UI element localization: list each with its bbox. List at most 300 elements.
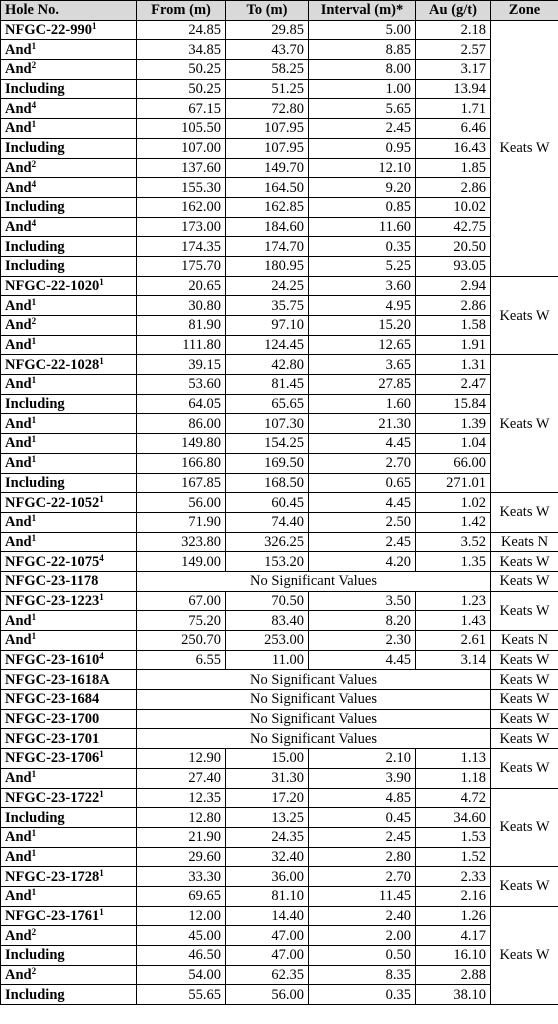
interval-cell: 12.65 bbox=[309, 335, 416, 355]
table-row bbox=[1, 591, 558, 611]
zone-cell: Keats W bbox=[491, 552, 558, 572]
interval-cell: 4.45 bbox=[309, 650, 416, 670]
from-cell: 167.85 bbox=[137, 473, 226, 493]
interval-cell: 3.90 bbox=[309, 768, 416, 788]
to-cell: 42.80 bbox=[226, 355, 309, 375]
header-au: Au (g/t) bbox=[416, 1, 491, 21]
hole-no-cell bbox=[1, 276, 137, 296]
interval-cell: 27.85 bbox=[309, 375, 416, 395]
interval-cell: 11.60 bbox=[309, 217, 416, 237]
table-row bbox=[1, 60, 558, 80]
hole-no-cell bbox=[1, 650, 137, 670]
footnote-marker: 1 bbox=[31, 631, 37, 642]
no-significant-values-cell: No Significant Values bbox=[137, 571, 491, 591]
zone-cell: Keats W bbox=[491, 670, 558, 690]
interval-cell: 4.45 bbox=[309, 434, 416, 454]
au-cell: 2.16 bbox=[416, 886, 491, 906]
hole-no-text: Including bbox=[5, 258, 65, 275]
to-cell: 31.30 bbox=[226, 768, 309, 788]
table-row bbox=[1, 276, 558, 296]
au-cell: 1.02 bbox=[416, 493, 491, 513]
hole-no-text: NFGC-23-1178 bbox=[5, 573, 99, 590]
table-row bbox=[1, 40, 558, 60]
hole-no-cell bbox=[1, 197, 137, 217]
hole-no-cell bbox=[1, 886, 137, 906]
to-cell: 58.25 bbox=[226, 60, 309, 80]
hole-no-text: Including bbox=[5, 986, 65, 1003]
hole-no-text: NFGC-22-1028 bbox=[5, 356, 100, 373]
hole-no-cell bbox=[1, 749, 137, 769]
table-row bbox=[1, 690, 558, 710]
to-cell: 43.70 bbox=[226, 40, 309, 60]
interval-cell: 15.20 bbox=[309, 316, 416, 336]
hole-no-cell bbox=[1, 473, 137, 493]
au-cell: 271.01 bbox=[416, 473, 491, 493]
hole-no-text: NFGC-23-1728 bbox=[5, 868, 100, 885]
au-cell: 1.71 bbox=[416, 99, 491, 119]
hole-no-text: Including bbox=[5, 140, 65, 157]
from-cell: 12.80 bbox=[137, 808, 226, 828]
table-row bbox=[1, 119, 558, 139]
interval-cell: 3.65 bbox=[309, 355, 416, 375]
hole-no-text: Including bbox=[5, 396, 65, 413]
hole-no-cell bbox=[1, 60, 137, 80]
from-cell: 175.70 bbox=[137, 256, 226, 276]
hole-no-cell bbox=[1, 375, 137, 395]
au-cell: 16.43 bbox=[416, 138, 491, 158]
au-cell: 34.60 bbox=[416, 808, 491, 828]
footnote-marker: 2 bbox=[31, 926, 37, 937]
interval-cell: 2.40 bbox=[309, 906, 416, 926]
from-cell: 50.25 bbox=[137, 60, 226, 80]
table-row bbox=[1, 99, 558, 119]
hole-no-text: And bbox=[5, 179, 32, 196]
hole-no-cell bbox=[1, 788, 137, 808]
au-cell: 2.18 bbox=[416, 20, 491, 40]
zone-cell: Keats W bbox=[491, 749, 558, 788]
hole-no-text: NFGC-22-1052 bbox=[5, 494, 100, 511]
table-row bbox=[1, 178, 558, 198]
interval-cell: 9.20 bbox=[309, 178, 416, 198]
zone-cell: Keats W bbox=[491, 571, 558, 591]
au-cell: 2.94 bbox=[416, 276, 491, 296]
footnote-marker: 1 bbox=[31, 336, 37, 347]
interval-cell: 8.20 bbox=[309, 611, 416, 631]
interval-cell: 8.35 bbox=[309, 965, 416, 985]
table-row bbox=[1, 906, 558, 926]
table-row bbox=[1, 611, 558, 631]
hole-no-text: And bbox=[5, 41, 32, 58]
interval-cell: 3.60 bbox=[309, 276, 416, 296]
hole-no-text: NFGC-23-1618A bbox=[5, 671, 110, 688]
hole-no-text: NFGC-23-1223 bbox=[5, 592, 100, 609]
au-cell: 1.23 bbox=[416, 591, 491, 611]
au-cell: 66.00 bbox=[416, 453, 491, 473]
from-cell: 174.35 bbox=[137, 237, 226, 257]
interval-cell: 2.45 bbox=[309, 119, 416, 139]
hole-no-cell bbox=[1, 493, 137, 513]
table-row bbox=[1, 158, 558, 178]
hole-no-text: NFGC-23-1761 bbox=[5, 907, 100, 924]
hole-no-cell bbox=[1, 827, 137, 847]
from-cell: 166.80 bbox=[137, 453, 226, 473]
to-cell: 35.75 bbox=[226, 296, 309, 316]
hole-no-text: And bbox=[5, 415, 32, 432]
hole-no-cell bbox=[1, 768, 137, 788]
au-cell: 3.14 bbox=[416, 650, 491, 670]
footnote-marker: 4 bbox=[99, 552, 104, 563]
hole-no-cell bbox=[1, 217, 137, 237]
footnote-marker: 1 bbox=[99, 788, 104, 799]
zone-cell: Keats W bbox=[491, 867, 558, 906]
table-row bbox=[1, 512, 558, 532]
table-row bbox=[1, 256, 558, 276]
table-row bbox=[1, 926, 558, 946]
hole-no-cell bbox=[1, 571, 137, 591]
hole-no-cell bbox=[1, 119, 137, 139]
interval-cell: 0.45 bbox=[309, 808, 416, 828]
table-header bbox=[1, 1, 558, 21]
to-cell: 24.25 bbox=[226, 276, 309, 296]
hole-no-text: And bbox=[5, 967, 32, 984]
au-cell: 2.33 bbox=[416, 867, 491, 887]
no-significant-values-cell: No Significant Values bbox=[137, 670, 491, 690]
footnote-marker: 2 bbox=[31, 316, 37, 327]
au-cell: 1.52 bbox=[416, 847, 491, 867]
au-cell: 1.58 bbox=[416, 316, 491, 336]
to-cell: 65.65 bbox=[226, 394, 309, 414]
to-cell: 13.25 bbox=[226, 808, 309, 828]
table-row bbox=[1, 788, 558, 808]
no-significant-values-cell: No Significant Values bbox=[137, 729, 491, 749]
from-cell: 64.05 bbox=[137, 394, 226, 414]
footnote-marker: 1 bbox=[99, 355, 104, 366]
hole-no-text: And bbox=[5, 927, 32, 944]
interval-cell: 4.45 bbox=[309, 493, 416, 513]
to-cell: 124.45 bbox=[226, 335, 309, 355]
footnote-marker: 1 bbox=[31, 375, 37, 386]
au-cell: 1.43 bbox=[416, 611, 491, 631]
from-cell: 30.80 bbox=[137, 296, 226, 316]
from-cell: 6.55 bbox=[137, 650, 226, 670]
zone-cell: Keats W bbox=[491, 591, 558, 630]
to-cell: 11.00 bbox=[226, 650, 309, 670]
table-row bbox=[1, 946, 558, 966]
from-cell: 75.20 bbox=[137, 611, 226, 631]
to-cell: 164.50 bbox=[226, 178, 309, 198]
au-cell: 1.04 bbox=[416, 434, 491, 454]
table-row bbox=[1, 375, 558, 395]
hole-no-text: And bbox=[5, 829, 32, 846]
to-cell: 32.40 bbox=[226, 847, 309, 867]
hole-no-text: NFGC-22-1075 bbox=[5, 553, 100, 570]
to-cell: 51.25 bbox=[226, 79, 309, 99]
interval-cell: 0.35 bbox=[309, 237, 416, 257]
hole-no-cell bbox=[1, 631, 137, 651]
hole-no-cell bbox=[1, 158, 137, 178]
from-cell: 71.90 bbox=[137, 512, 226, 532]
au-cell: 16.10 bbox=[416, 946, 491, 966]
hole-no-cell bbox=[1, 946, 137, 966]
table-row bbox=[1, 394, 558, 414]
hole-no-cell bbox=[1, 611, 137, 631]
interval-cell: 2.45 bbox=[309, 827, 416, 847]
hole-no-text: And bbox=[5, 514, 32, 531]
interval-cell: 5.65 bbox=[309, 99, 416, 119]
header-row bbox=[1, 1, 558, 21]
table-row bbox=[1, 20, 558, 40]
table-row bbox=[1, 217, 558, 237]
footnote-marker: 1 bbox=[31, 414, 37, 425]
hole-no-cell bbox=[1, 965, 137, 985]
hole-no-cell bbox=[1, 729, 137, 749]
hole-no-cell bbox=[1, 808, 137, 828]
table-row bbox=[1, 985, 558, 1005]
to-cell: 154.25 bbox=[226, 434, 309, 454]
interval-cell: 5.00 bbox=[309, 20, 416, 40]
table-row bbox=[1, 827, 558, 847]
hole-no-cell bbox=[1, 316, 137, 336]
hole-no-text: And bbox=[5, 120, 32, 137]
hole-no-text: NFGC-23-1722 bbox=[5, 789, 100, 806]
table-row bbox=[1, 532, 558, 552]
au-cell: 20.50 bbox=[416, 237, 491, 257]
table-row bbox=[1, 79, 558, 99]
hole-no-cell bbox=[1, 709, 137, 729]
to-cell: 97.10 bbox=[226, 316, 309, 336]
hole-no-cell bbox=[1, 237, 137, 257]
from-cell: 173.00 bbox=[137, 217, 226, 237]
from-cell: 12.35 bbox=[137, 788, 226, 808]
to-cell: 153.20 bbox=[226, 552, 309, 572]
hole-no-text: And bbox=[5, 770, 32, 787]
au-cell: 1.91 bbox=[416, 335, 491, 355]
footnote-marker: 1 bbox=[31, 513, 37, 524]
zone-cell: Keats W bbox=[491, 355, 558, 493]
no-significant-values-cell: No Significant Values bbox=[137, 709, 491, 729]
hole-no-cell bbox=[1, 690, 137, 710]
hole-no-text: NFGC-23-1700 bbox=[5, 711, 100, 728]
from-cell: 54.00 bbox=[137, 965, 226, 985]
to-cell: 81.45 bbox=[226, 375, 309, 395]
hole-no-cell bbox=[1, 138, 137, 158]
interval-cell: 2.45 bbox=[309, 532, 416, 552]
to-cell: 149.70 bbox=[226, 158, 309, 178]
from-cell: 155.30 bbox=[137, 178, 226, 198]
footnote-marker: 1 bbox=[99, 867, 104, 878]
footnote-marker: 4 bbox=[31, 99, 37, 110]
zone-cell: Keats N bbox=[491, 532, 558, 552]
interval-cell: 0.35 bbox=[309, 985, 416, 1005]
hole-no-cell bbox=[1, 591, 137, 611]
table-row bbox=[1, 965, 558, 985]
table-row bbox=[1, 197, 558, 217]
from-cell: 81.90 bbox=[137, 316, 226, 336]
au-cell: 1.85 bbox=[416, 158, 491, 178]
hole-no-text: Including bbox=[5, 81, 65, 98]
table-row bbox=[1, 729, 558, 749]
hole-no-cell bbox=[1, 296, 137, 316]
hole-no-text: Including bbox=[5, 809, 65, 826]
hole-no-text: NFGC-23-1610 bbox=[5, 652, 100, 669]
au-cell: 42.75 bbox=[416, 217, 491, 237]
footnote-marker: 1 bbox=[92, 21, 97, 32]
footnote-marker: 1 bbox=[31, 532, 37, 543]
hole-no-cell bbox=[1, 906, 137, 926]
au-cell: 3.52 bbox=[416, 532, 491, 552]
hole-no-cell bbox=[1, 453, 137, 473]
interval-cell: 2.10 bbox=[309, 749, 416, 769]
footnote-marker: 2 bbox=[31, 966, 37, 977]
interval-cell: 12.10 bbox=[309, 158, 416, 178]
hole-no-text: And bbox=[5, 455, 32, 472]
hole-no-cell bbox=[1, 178, 137, 198]
interval-cell: 2.50 bbox=[309, 512, 416, 532]
from-cell: 105.50 bbox=[137, 119, 226, 139]
from-cell: 21.90 bbox=[137, 827, 226, 847]
to-cell: 72.80 bbox=[226, 99, 309, 119]
interval-cell: 3.50 bbox=[309, 591, 416, 611]
hole-no-text: NFGC-23-1684 bbox=[5, 691, 100, 708]
hole-no-text: And bbox=[5, 533, 32, 550]
interval-cell: 1.00 bbox=[309, 79, 416, 99]
to-cell: 74.40 bbox=[226, 512, 309, 532]
to-cell: 60.45 bbox=[226, 493, 309, 513]
to-cell: 107.95 bbox=[226, 138, 309, 158]
header-zone: Zone bbox=[491, 1, 558, 21]
interval-cell: 4.95 bbox=[309, 296, 416, 316]
from-cell: 149.80 bbox=[137, 434, 226, 454]
from-cell: 111.80 bbox=[137, 335, 226, 355]
interval-cell: 21.30 bbox=[309, 414, 416, 434]
to-cell: 326.25 bbox=[226, 532, 309, 552]
to-cell: 15.00 bbox=[226, 749, 309, 769]
to-cell: 17.20 bbox=[226, 788, 309, 808]
header-to: To (m) bbox=[226, 1, 309, 21]
interval-cell: 2.00 bbox=[309, 926, 416, 946]
footnote-marker: 1 bbox=[31, 611, 37, 622]
hole-no-cell bbox=[1, 670, 137, 690]
au-cell: 2.88 bbox=[416, 965, 491, 985]
to-cell: 83.40 bbox=[226, 611, 309, 631]
hole-no-text: And bbox=[5, 888, 32, 905]
au-cell: 13.94 bbox=[416, 79, 491, 99]
table-row bbox=[1, 296, 558, 316]
zone-cell: Keats W bbox=[491, 20, 558, 276]
hole-no-cell bbox=[1, 40, 137, 60]
header-from: From (m) bbox=[137, 1, 226, 21]
to-cell: 162.85 bbox=[226, 197, 309, 217]
hole-no-text: And bbox=[5, 218, 32, 235]
hole-no-text: NFGC-22-1020 bbox=[5, 277, 100, 294]
hole-no-text: Including bbox=[5, 199, 65, 216]
table-row bbox=[1, 493, 558, 513]
hole-no-cell bbox=[1, 532, 137, 552]
from-cell: 29.60 bbox=[137, 847, 226, 867]
interval-cell: 2.80 bbox=[309, 847, 416, 867]
au-cell: 15.84 bbox=[416, 394, 491, 414]
hole-no-cell bbox=[1, 847, 137, 867]
au-cell: 2.86 bbox=[416, 178, 491, 198]
footnote-marker: 1 bbox=[31, 887, 37, 898]
au-cell: 1.13 bbox=[416, 749, 491, 769]
footnote-marker: 1 bbox=[99, 906, 104, 917]
interval-cell: 5.25 bbox=[309, 256, 416, 276]
au-cell: 1.53 bbox=[416, 827, 491, 847]
hole-no-text: NFGC-23-1701 bbox=[5, 730, 100, 747]
hole-no-cell bbox=[1, 867, 137, 887]
to-cell: 47.00 bbox=[226, 926, 309, 946]
from-cell: 46.50 bbox=[137, 946, 226, 966]
hole-no-cell bbox=[1, 99, 137, 119]
table-row bbox=[1, 355, 558, 375]
table-row bbox=[1, 316, 558, 336]
interval-cell: 0.50 bbox=[309, 946, 416, 966]
from-cell: 69.65 bbox=[137, 886, 226, 906]
from-cell: 24.85 bbox=[137, 20, 226, 40]
table-row bbox=[1, 867, 558, 887]
footnote-marker: 1 bbox=[99, 749, 104, 760]
footnote-marker: 4 bbox=[99, 651, 104, 662]
hole-no-cell bbox=[1, 20, 137, 40]
au-cell: 2.86 bbox=[416, 296, 491, 316]
zone-cell: Keats N bbox=[491, 631, 558, 651]
hole-no-text: And bbox=[5, 612, 32, 629]
table-row bbox=[1, 749, 558, 769]
hole-no-cell bbox=[1, 394, 137, 414]
hole-no-cell bbox=[1, 512, 137, 532]
interval-cell: 0.65 bbox=[309, 473, 416, 493]
au-cell: 1.39 bbox=[416, 414, 491, 434]
from-cell: 162.00 bbox=[137, 197, 226, 217]
hole-no-text: NFGC-22-990 bbox=[5, 22, 92, 39]
interval-cell: 2.30 bbox=[309, 631, 416, 651]
to-cell: 184.60 bbox=[226, 217, 309, 237]
au-cell: 4.72 bbox=[416, 788, 491, 808]
au-cell: 10.02 bbox=[416, 197, 491, 217]
to-cell: 29.85 bbox=[226, 20, 309, 40]
to-cell: 174.70 bbox=[226, 237, 309, 257]
hole-no-text: And bbox=[5, 61, 32, 78]
from-cell: 53.60 bbox=[137, 375, 226, 395]
from-cell: 33.30 bbox=[137, 867, 226, 887]
zone-cell: Keats W bbox=[491, 650, 558, 670]
from-cell: 86.00 bbox=[137, 414, 226, 434]
footnote-marker: 1 bbox=[99, 591, 104, 602]
hole-no-cell bbox=[1, 414, 137, 434]
interval-cell: 8.00 bbox=[309, 60, 416, 80]
zone-cell: Keats W bbox=[491, 493, 558, 532]
table-row bbox=[1, 709, 558, 729]
hole-no-text: And bbox=[5, 337, 32, 354]
table-row bbox=[1, 650, 558, 670]
footnote-marker: 1 bbox=[31, 119, 37, 130]
au-cell: 4.17 bbox=[416, 926, 491, 946]
interval-cell: 11.45 bbox=[309, 886, 416, 906]
zone-cell: Keats W bbox=[491, 788, 558, 867]
au-cell: 3.17 bbox=[416, 60, 491, 80]
footnote-marker: 2 bbox=[31, 158, 37, 169]
table-row bbox=[1, 670, 558, 690]
footnote-marker: 4 bbox=[31, 217, 37, 228]
table-row bbox=[1, 768, 558, 788]
to-cell: 107.30 bbox=[226, 414, 309, 434]
from-cell: 20.65 bbox=[137, 276, 226, 296]
table-row bbox=[1, 473, 558, 493]
au-cell: 6.46 bbox=[416, 119, 491, 139]
to-cell: 70.50 bbox=[226, 591, 309, 611]
hole-no-cell bbox=[1, 985, 137, 1005]
